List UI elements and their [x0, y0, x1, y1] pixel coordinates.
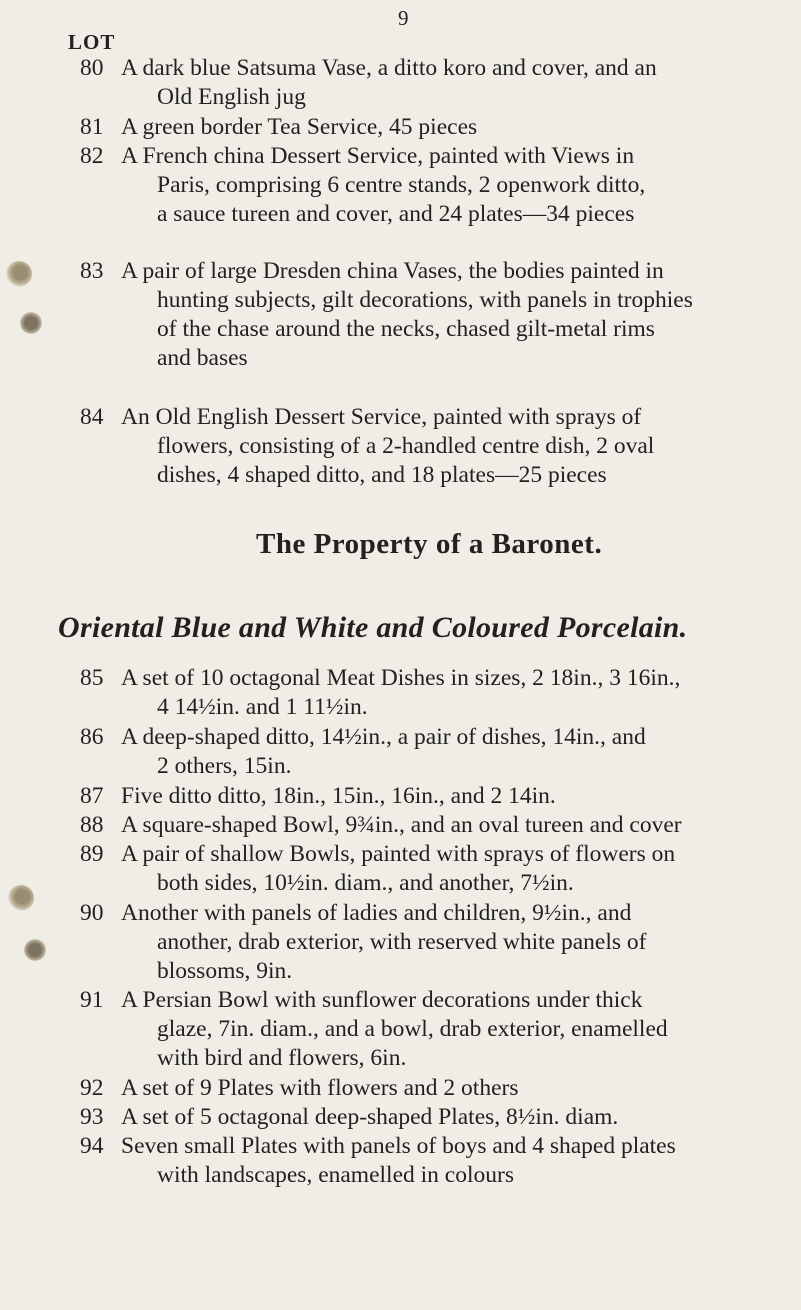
- lot-number: 87: [80, 783, 104, 809]
- page-number: 9: [398, 6, 409, 30]
- lot-column-header: LOT: [68, 30, 116, 54]
- lot-description-line: A dark blue Satsuma Vase, a ditto koro and cover, and an: [121, 55, 657, 81]
- lot-description-line: Old English jug: [157, 84, 306, 110]
- lot-number: 83: [80, 258, 104, 284]
- lot-description: [121, 1103, 781, 1132]
- lot-number: 86: [80, 724, 104, 750]
- punch-hole-mark: [24, 939, 46, 961]
- lot-description-line: Seven small Plates with panels of boys and 4 shaped plates: [121, 1133, 676, 1159]
- lot-description-line: with landscapes, enamelled in colours: [157, 1162, 514, 1188]
- provenance-heading: The Property of a Baronet.: [256, 528, 603, 560]
- lot-description-line: A set of 10 octagonal Meat Dishes in sizes, 2 18in., 3 16in.,: [121, 665, 681, 691]
- lot-description: [121, 986, 781, 1073]
- lot-number: 90: [80, 900, 104, 926]
- lot-description-line: A French china Dessert Service, painted with Views in: [121, 143, 635, 169]
- lot-description-line: An Old English Dessert Service, painted with sprays of: [121, 404, 642, 430]
- lot-description: [121, 113, 781, 142]
- lot-description-line: A green border Tea Service, 45 pieces: [121, 114, 478, 140]
- lot-description-line: A pair of shallow Bowls, painted with sprays of flowers on: [121, 841, 676, 867]
- lot-description-line: A set of 5 octagonal deep-shaped Plates, 8½in. diam.: [121, 1104, 619, 1130]
- lot-description-line: of the chase around the necks, chased gilt-metal rims: [157, 316, 655, 342]
- lot-description: [121, 257, 781, 373]
- lot-description: [121, 664, 781, 722]
- lot-description-line: Another with panels of ladies and children, 9½in., and: [121, 900, 632, 926]
- lot-number: 92: [80, 1075, 104, 1101]
- lot-description: [121, 899, 781, 986]
- lot-number: 81: [80, 114, 104, 140]
- lot-description-line: with bird and flowers, 6in.: [157, 1045, 407, 1071]
- lot-description: [121, 1132, 781, 1190]
- lot-description-line: A pair of large Dresden china Vases, the bodies painted in: [121, 258, 664, 284]
- lot-description-line: and bases: [157, 345, 248, 371]
- lot-description: [121, 811, 781, 840]
- lot-description-line: A Persian Bowl with sunflower decorations under thick: [121, 987, 643, 1013]
- lot-number: 82: [80, 143, 104, 169]
- lot-description-line: blossoms, 9in.: [157, 958, 293, 984]
- lot-description: [121, 840, 781, 898]
- section-title: Oriental Blue and White and Coloured Porcelain.: [58, 611, 688, 644]
- lot-number: 84: [80, 404, 104, 430]
- lot-description-line: 4 14½in. and 1 11½in.: [157, 694, 368, 720]
- lot-description-line: both sides, 10½in. diam., and another, 7½in.: [157, 870, 574, 896]
- lot-description: [121, 142, 781, 229]
- lot-description-line: hunting subjects, gilt decorations, with panels in trophies: [157, 287, 693, 313]
- lot-description-line: Paris, comprising 6 centre stands, 2 openwork ditto,: [157, 172, 646, 198]
- punch-hole-mark: [6, 261, 32, 287]
- lot-description-line: dishes, 4 shaped ditto, and 18 plates—25 pieces: [157, 462, 607, 488]
- lot-description-line: A set of 9 Plates with flowers and 2 others: [121, 1075, 519, 1101]
- lot-number: 89: [80, 841, 104, 867]
- lot-description-line: A square-shaped Bowl, 9¾in., and an oval tureen and cover: [121, 812, 682, 838]
- lot-description: [121, 782, 781, 811]
- lot-number: 80: [80, 55, 104, 81]
- lot-number: 88: [80, 812, 104, 838]
- lot-description-line: flowers, consisting of a 2-handled centre dish, 2 oval: [157, 433, 655, 459]
- lot-description-line: 2 others, 15in.: [157, 753, 292, 779]
- punch-hole-mark: [8, 885, 34, 911]
- lot-description-line: glaze, 7in. diam., and a bowl, drab exterior, enamelled: [157, 1016, 668, 1042]
- lot-description: [121, 403, 781, 490]
- lot-description-line: another, drab exterior, with reserved white panels of: [157, 929, 647, 955]
- punch-hole-mark: [20, 312, 42, 334]
- lot-description-line: a sauce tureen and cover, and 24 plates—34 pieces: [157, 201, 635, 227]
- lot-description: [121, 1074, 781, 1103]
- lot-number: 85: [80, 665, 104, 691]
- lot-description: [121, 54, 781, 112]
- lot-description-line: Five ditto ditto, 18in., 15in., 16in., and 2 14in.: [121, 783, 556, 809]
- lot-number: 94: [80, 1133, 104, 1159]
- lot-number: 93: [80, 1104, 104, 1130]
- lot-description: [121, 723, 781, 781]
- lot-description-line: A deep-shaped ditto, 14½in., a pair of dishes, 14in., and: [121, 724, 646, 750]
- lot-number: 91: [80, 987, 104, 1013]
